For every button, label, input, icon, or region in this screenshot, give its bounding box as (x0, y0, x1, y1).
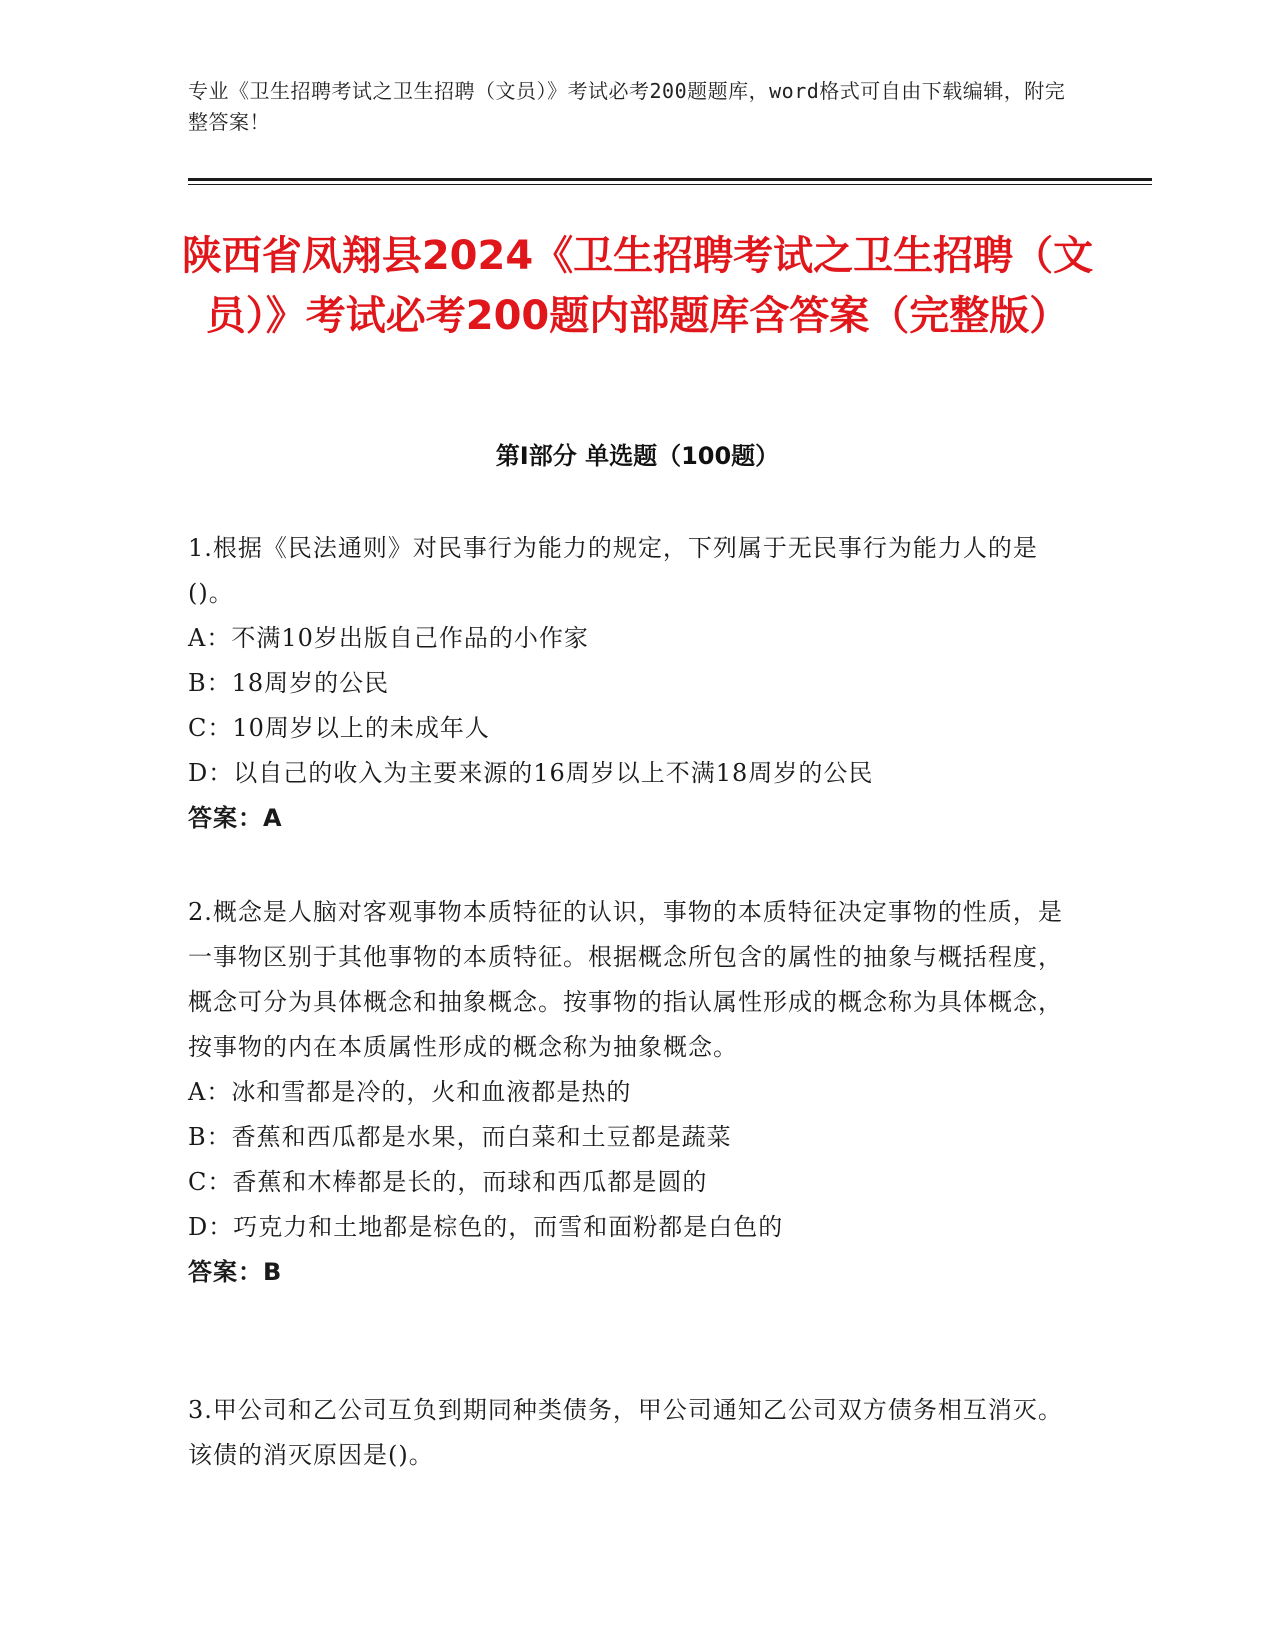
answer-line: 答案：B (188, 1258, 283, 1286)
option-d: D：以自己的收入为主要来源的16周岁以上不满18周岁的公民 (188, 759, 874, 787)
header-divider-thin (188, 184, 1152, 185)
option-a: A：不满10岁出版自己作品的小作家 (188, 624, 589, 652)
header-divider-thick (188, 178, 1152, 181)
option-c: C：香蕉和木棒都是长的，而球和西瓜都是圆的 (188, 1168, 708, 1196)
question-1 (188, 526, 1068, 841)
option-c: C：10周岁以上的未成年人 (188, 714, 490, 742)
section-heading: 第Ⅰ部分 单选题（100题） (495, 442, 780, 470)
question-stem: 3.甲公司和乙公司互负到期同种类债务，甲公司通知乙公司双方债务相互消灭。该债的消灭原因是()。 (188, 1396, 1063, 1469)
question-stem: 1.根据《民法通则》对民事行为能力的规定，下列属于无民事行为能力人的是()。 (188, 534, 1038, 607)
option-a: A：冰和雪都是冷的，火和血液都是热的 (188, 1078, 632, 1106)
question-2 (188, 890, 1068, 1295)
option-d: D：巧克力和土地都是棕色的，而雪和面粉都是白色的 (188, 1213, 784, 1241)
document-title: 陕西省凤翔县2024《卫生招聘考试之卫生招聘（文员）》考试必考200题内部题库含答案（完整版） (181, 233, 1094, 339)
answer-line: 答案：A (188, 804, 283, 832)
header-note: 专业《卫生招聘考试之卫生招聘（文员）》考试必考200题题库，word格式可自由下载编辑，附完整答案！ (188, 79, 1066, 134)
question-3 (188, 1388, 1068, 1478)
option-b: B：18周岁的公民 (188, 669, 390, 697)
question-stem: 2.概念是人脑对客观事物本质特征的认识，事物的本质特征决定事物的性质，是一事物区别于其他事物的本质特征。根据概念所包含的属性的抽象与概括程度，概念可分为具体概念和抽象概念。按事物的指认属性形成的概念称为具体概念，按事物的内在本质属性形成的概念称为抽象概念。 (188, 898, 1063, 1061)
option-b: B：香蕉和西瓜都是水果，而白菜和土豆都是蔬菜 (188, 1123, 732, 1151)
